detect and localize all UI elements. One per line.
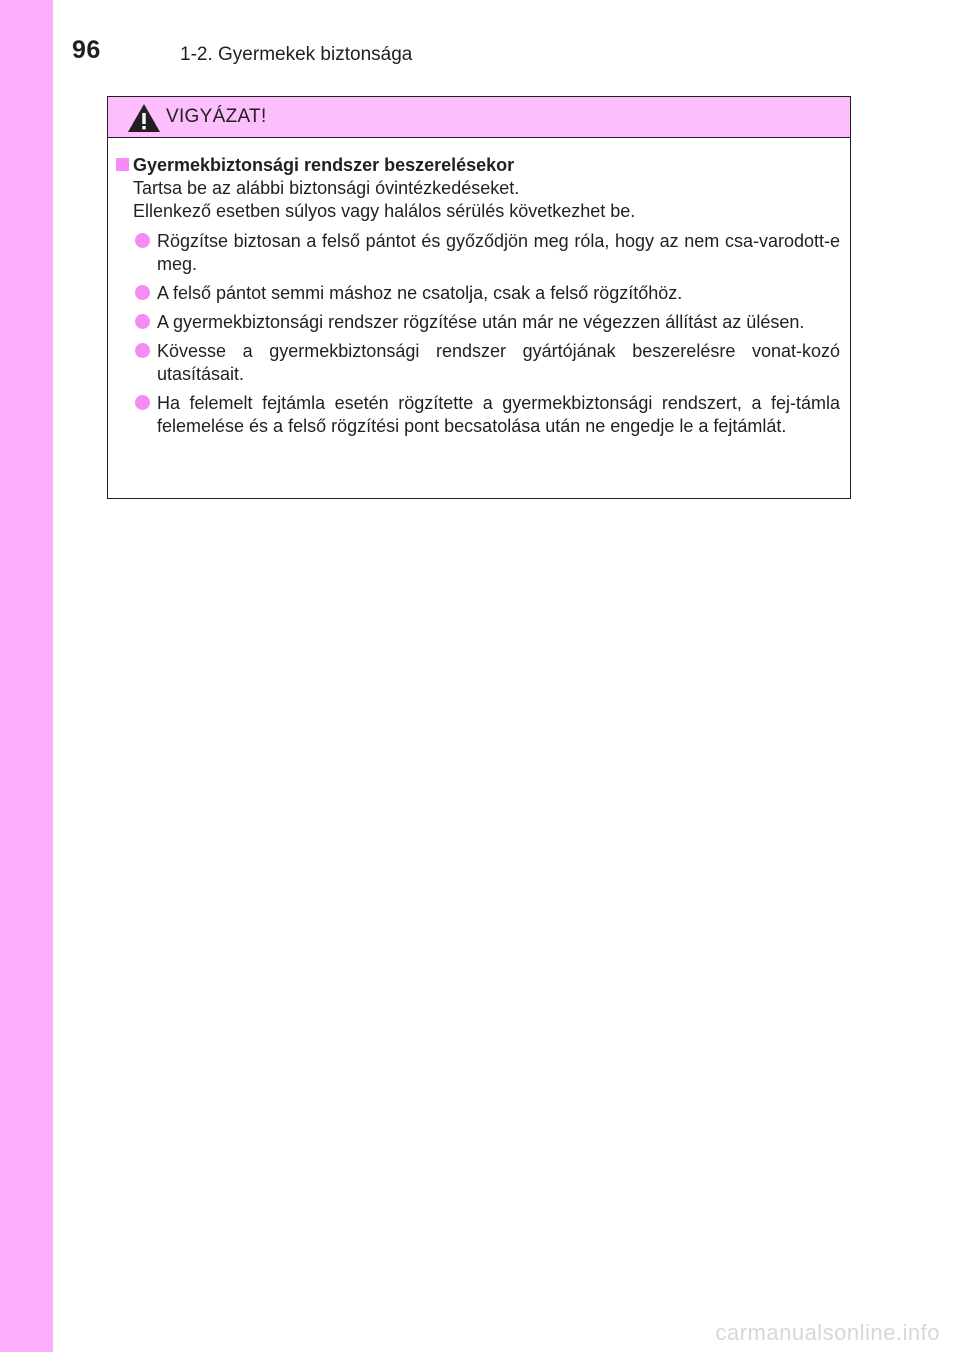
warning-body: [108, 138, 850, 438]
section-title: 1-2. Gyermekek biztonsága: [180, 44, 413, 65]
list-item: [116, 230, 840, 276]
side-color-band: [0, 0, 53, 1352]
warning-heading-row: [116, 154, 840, 177]
warning-intro-line: Ellenkező esetben súlyos vagy halálos sérülés következhet be.: [133, 201, 636, 221]
warning-heading: Gyermekbiztonsági rendszer beszerelésekor: [133, 155, 515, 175]
warning-triangle-icon: [126, 102, 162, 134]
warning-bullet-list: [116, 230, 840, 438]
square-bullet-icon: [116, 158, 129, 171]
dot-bullet-icon: [135, 233, 150, 248]
list-item: [116, 311, 840, 334]
warning-title: VIGYÁZAT!: [166, 106, 267, 127]
bullet-text: A felső pántot semmi máshoz ne csatolja, csak a felső rögzítőhöz.: [157, 283, 683, 303]
warning-header: [108, 97, 850, 138]
list-item: [116, 392, 840, 438]
list-item: [116, 282, 840, 305]
bullet-text: Rögzítse biztosan a felső pántot és győződjön meg róla, hogy az nem csa-varodott-e meg.: [157, 231, 840, 274]
bullet-text: Ha felemelt fejtámla esetén rögzítette a gyermekbiztonsági rendszert, a fej-támla felemelése és a felső rögzítési pont becsatolása után ne engedje le a fejtámlát.: [157, 393, 840, 436]
dot-bullet-icon: [135, 343, 150, 358]
dot-bullet-icon: [135, 314, 150, 329]
bullet-text: Kövesse a gyermekbiztonsági rendszer gyártójának beszerelésre vonat-kozó utasításait.: [157, 341, 840, 384]
watermark: carmanualsonline.info: [715, 1320, 940, 1345]
page-number: 96: [72, 36, 101, 64]
bullet-text: A gyermekbiztonsági rendszer rögzítése után már ne végezzen állítást az ülésen.: [157, 312, 805, 332]
warning-intro-line: Tartsa be az alábbi biztonsági óvintézkedéseket.: [133, 178, 520, 198]
dot-bullet-icon: [135, 395, 150, 410]
warning-box: [107, 96, 851, 499]
dot-bullet-icon: [135, 285, 150, 300]
list-item: [116, 340, 840, 386]
